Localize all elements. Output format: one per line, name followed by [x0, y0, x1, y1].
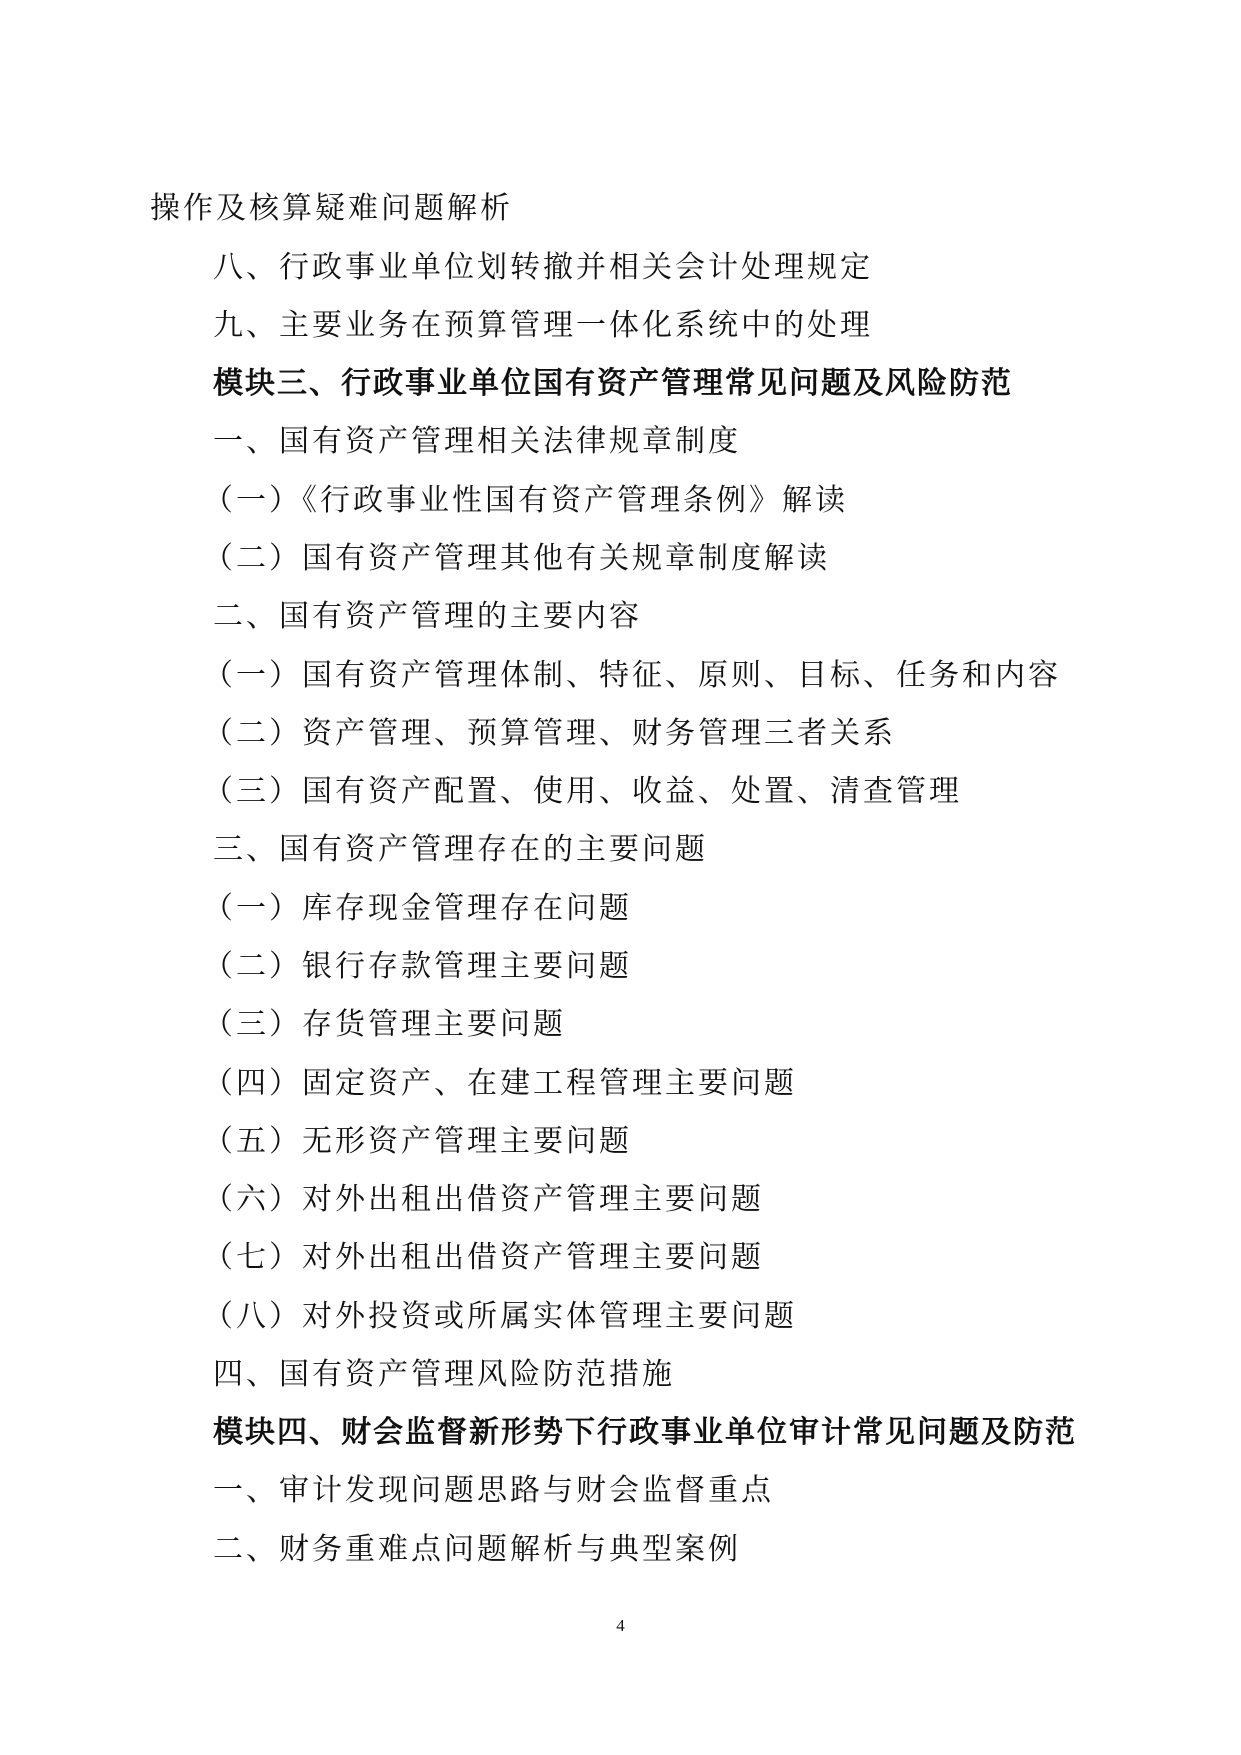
module-3-heading: 模块三、行政事业单位国有资产管理常见问题及风险防范 — [213, 366, 1013, 401]
section-item-9: 九、主要业务在预算管理一体化系统中的处理 — [213, 308, 873, 343]
subsection-item: （五）无形资产管理主要问题 — [203, 1124, 632, 1159]
section-item-1: 一、国有资产管理相关法律规章制度 — [213, 424, 741, 459]
section-item-4: 四、国有资产管理风险防范措施 — [213, 1357, 675, 1392]
page-number: 4 — [616, 1616, 625, 1635]
subsection-item: （三）存货管理主要问题 — [203, 1007, 566, 1042]
subsection-item: （四）固定资产、在建工程管理主要问题 — [203, 1066, 797, 1101]
module-4-heading: 模块四、财会监督新形势下行政事业单位审计常见问题及防范 — [213, 1415, 1077, 1450]
subsection-item: （二）国有资产管理其他有关规章制度解读 — [203, 541, 830, 576]
subsection-item: （二）资产管理、预算管理、财务管理三者关系 — [203, 716, 896, 751]
subsection-item: （八）对外投资或所属实体管理主要问题 — [203, 1299, 797, 1334]
subsection-item: （七）对外出租出借资产管理主要问题 — [203, 1240, 764, 1275]
subsection-item: （六）对外出租出借资产管理主要问题 — [203, 1182, 764, 1217]
section-item-3: 三、国有资产管理存在的主要问题 — [213, 832, 708, 867]
continued-text-line: 操作及核算疑难问题解析 — [150, 191, 513, 226]
subsection-item: （三）国有资产配置、使用、收益、处置、清查管理 — [203, 774, 962, 809]
subsection-item: （一）《行政事业性国有资产管理条例》解读 — [203, 483, 848, 518]
section-item-2: 二、国有资产管理的主要内容 — [213, 599, 642, 634]
subsection-item: （二）银行存款管理主要问题 — [203, 949, 632, 984]
section-item-2: 二、财务重难点问题解析与典型案例 — [213, 1532, 741, 1567]
subsection-item: （一）国有资产管理体制、特征、原则、目标、任务和内容 — [203, 658, 1061, 693]
section-item-1: 一、审计发现问题思路与财会监督重点 — [213, 1473, 774, 1508]
subsection-item: （一）库存现金管理存在问题 — [203, 891, 632, 926]
section-item-8: 八、行政事业单位划转撤并相关会计处理规定 — [213, 250, 873, 285]
